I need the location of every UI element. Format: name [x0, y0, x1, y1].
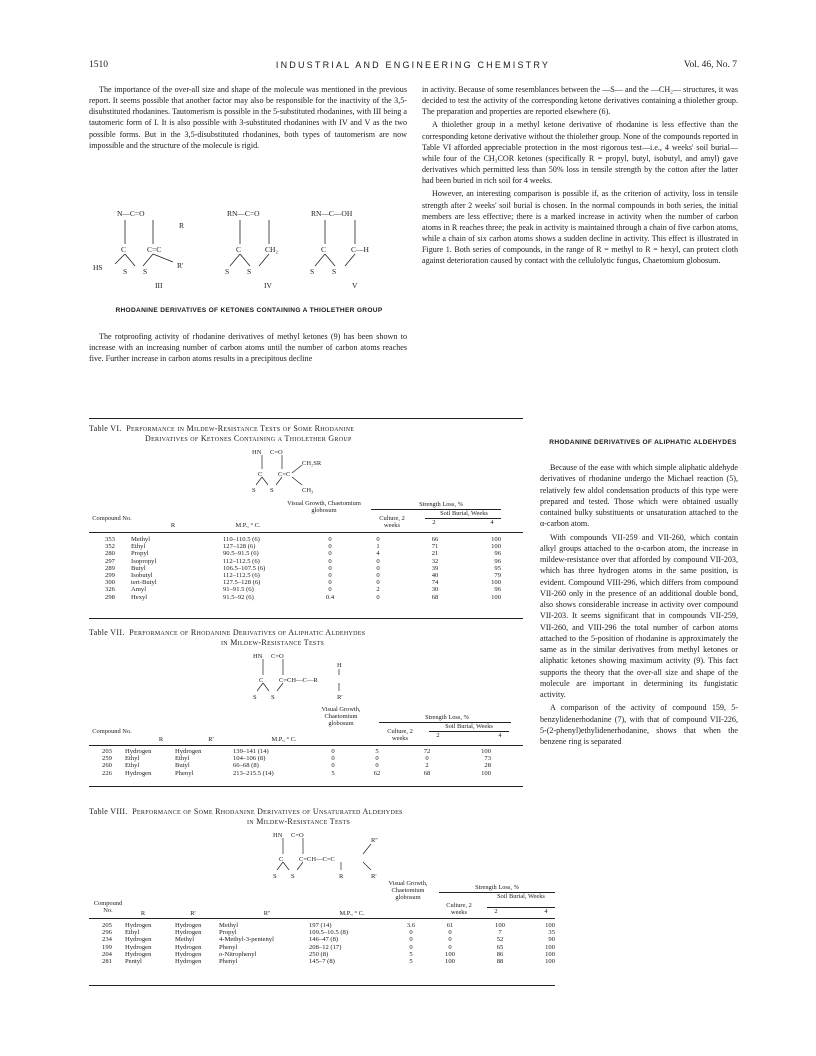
table6-cell: 4 — [376, 550, 380, 558]
table6-cell: 90.5–91.5 (6) — [223, 550, 259, 558]
table6-struct-ch3: CH₃ — [302, 487, 314, 494]
page-number: 1510 — [89, 60, 108, 70]
table7-cell: 68 — [423, 769, 431, 777]
svg-text:S: S — [310, 267, 315, 276]
table8-cell: Methyl — [175, 936, 195, 944]
table6-row — [89, 594, 501, 601]
table8-cell: 146–47 (8) — [309, 936, 339, 944]
svg-text:C: C — [321, 245, 327, 254]
table7-soil-header: Soil Burial, Weeks — [445, 723, 493, 730]
table7-struct-co: C=O — [271, 653, 284, 660]
table8-cell: Phenyl — [219, 943, 238, 951]
svg-text:RN—C=O: RN—C=O — [227, 209, 260, 218]
table8-cell: Hydrogen — [125, 936, 152, 944]
running-header — [89, 60, 737, 74]
table8-cell: 0 — [448, 943, 452, 951]
table8-cell: 5 — [409, 950, 413, 958]
table8-cell: 100 — [545, 958, 555, 966]
table8-rp-header: R' — [190, 910, 196, 917]
table7-cell: Butyl — [175, 762, 190, 770]
svg-text:S: S — [247, 267, 252, 276]
table8-strength-header: Strength Loss, % — [475, 884, 519, 891]
table8-label: Table VIII. — [89, 807, 128, 816]
table6-caption — [89, 424, 523, 444]
svg-text:S: S — [143, 267, 148, 276]
table6-cell: 91–91.5 (6) — [223, 586, 254, 594]
table6-cell: Hexyl — [131, 593, 148, 601]
table6-cell: 100 — [491, 579, 501, 587]
table6-cell: 71 — [431, 543, 439, 551]
table8-cell: Hydrogen — [175, 958, 202, 966]
table6-row — [89, 550, 501, 557]
table8-row — [89, 958, 555, 965]
table7-culture-header: Culture, 2 weeks — [387, 728, 413, 743]
table6-cell: 0 — [328, 557, 332, 565]
table6-cell: 95 — [494, 564, 501, 572]
svg-text:HS: HS — [93, 263, 103, 272]
table8-cell: Ethyl — [125, 929, 140, 937]
table7-cell: 5 — [375, 748, 379, 755]
svg-text:S: S — [332, 267, 337, 276]
table7-cell: 100 — [481, 748, 491, 755]
table6-r-header: R — [170, 522, 176, 529]
table8-struct-rpp: R'' — [371, 837, 378, 844]
table8-row — [89, 929, 555, 936]
svg-text:C: C — [121, 245, 127, 254]
table6-w4-header: 4 — [490, 519, 494, 526]
table8-cell: Hydrogen — [175, 943, 202, 951]
table6-cell: 21 — [431, 550, 439, 558]
paragraph: Because of the ease with which simple aliphatic aldehyde derivatives of rhodanine undergo the Michael reaction (5), relatively few aldol condensation products of this type were prepared and tested. Those which were obtained usually contained bulky substituents or unsaturation attached to the α-carbon atom. — [540, 463, 738, 529]
table6-struct-s2: S — [270, 487, 274, 494]
table8-cell: 88 — [496, 958, 504, 966]
table8-cell: Hydrogen — [125, 922, 152, 929]
svg-text:CH₂: CH₂ — [265, 245, 279, 254]
table7-cell: 0 — [425, 755, 429, 763]
table8-cell: 3.6 — [406, 922, 416, 929]
table7-cell: 0 — [375, 762, 379, 770]
table7-row — [89, 755, 491, 762]
table8-cell: 281 — [102, 958, 112, 966]
table6-cell: 127.5–128 (6) — [223, 579, 261, 587]
table8-struct-s1: S — [273, 873, 277, 880]
table6-cell: 39 — [431, 564, 439, 572]
table7-cell: 72 — [423, 748, 431, 755]
table8-cell: Hydrogen — [175, 929, 202, 937]
table6-title-line2: Derivatives of Ketones Containing a Thiolether Group — [145, 434, 352, 443]
table6-cell: 100 — [491, 593, 501, 601]
table6-cell: 298 — [105, 593, 115, 601]
table6-cell: 0 — [376, 593, 380, 601]
table6-soil-header: Soil Burial, Weeks — [440, 510, 488, 517]
table7-cell: Phenyl — [175, 769, 194, 777]
table7-struct-c: C — [259, 677, 264, 684]
table6-cell: Ethyl — [131, 543, 146, 551]
table7-row — [89, 748, 491, 755]
table8-cell: 208–12 (17) — [309, 943, 342, 951]
table8-struct-hn: HN — [273, 832, 283, 839]
table6-row — [89, 558, 501, 565]
table7-bottom-rule — [89, 786, 523, 787]
table8-cell: 100 — [445, 958, 455, 966]
table6-row — [89, 536, 501, 543]
table7-cell: 259 — [102, 755, 112, 763]
table7-cell: 62 — [373, 769, 381, 777]
table6-cell: Butyl — [131, 564, 146, 572]
table8-visual-header: Visual Growth, Chaetomium globosum — [388, 880, 428, 902]
table6-cell: 0 — [376, 536, 380, 543]
table6-cell: 0 — [376, 572, 380, 580]
svg-text:S: S — [225, 267, 230, 276]
paragraph: With compounds VII-259 and VII-260, which contain alkyl groups attached to the α-carbon atom, the increase in mildew-resistance over that afforded by compound VII-203, which has three hydrogen atoms in the same position, is evident. Compound VIII-296, which differs from compound VII-260 only in the presence of an additional double bond, also shows considerable increase in activity over compound VII-203. It seems significant that in compounds VII-259, VII-260, and VIII-296 the total number of carbon atoms attached to the 5-position of rhodanine is approximately the same as in the similar derivatives from methyl ketones or aliphatic ketones showing maximum activity (9). This fact supports the theory that the over-all size and shape of the molecule are important in determining its fungistatic activity. — [540, 532, 738, 699]
table7-w4-header: 4 — [498, 732, 502, 739]
table7-cell: 203 — [102, 748, 112, 755]
table6-cell: 74 — [431, 579, 439, 587]
table8-struct-r: R — [339, 873, 344, 880]
table7-row — [89, 762, 491, 769]
table8-cell: Hydrogen — [175, 922, 202, 929]
paragraph: The importance of the over-all size and shape of the molecule was mentioned in the previous report. It seems possible that another factor may also be responsible for the inactivity of the 3,5-disubstituted rhodanines. Tautomerism is possible in the 5-substituted rhodanines, with III being a tautomeric form of I. It is also possible with 3-substituted rhodanines with IV and V as the two possible forms. But in the 3,5-disubstituted rhodanines, both types of tautomerism are now impossible and the structure of the molecule is rigid. — [89, 85, 407, 150]
table6-row — [89, 543, 501, 550]
table7-cell: 0 — [331, 755, 335, 763]
table7-w2-header: 2 — [436, 732, 440, 739]
table7-cell: Ethyl — [175, 755, 190, 763]
table7-cell: 28 — [484, 762, 491, 770]
table8-row — [89, 944, 555, 951]
table8-r-header: R — [140, 910, 146, 917]
table7-struct-rp: R' — [337, 694, 343, 701]
svg-text:V: V — [352, 281, 358, 290]
table8-cell: 0 — [409, 929, 413, 937]
table7-visual-header: Visual Growth, Chaetomium globosum — [321, 706, 361, 728]
table8-row — [89, 922, 555, 929]
table8-cell: 197 (14) — [309, 922, 332, 929]
svg-text:III: III — [155, 281, 163, 290]
table6-cell: 100 — [491, 536, 501, 543]
table6-cell: 299 — [105, 572, 115, 580]
table7-cell: 2 — [425, 762, 429, 770]
table6-cell: 112–112.5 (6) — [223, 557, 260, 565]
table7-cell: 226 — [102, 769, 112, 777]
table8-soil-header: Soil Burial, Weeks — [497, 893, 545, 900]
table6-cell: 0 — [376, 557, 380, 565]
table7-cell: Hydrogen — [175, 748, 202, 755]
table6-compound-header: Compound No. — [92, 515, 132, 522]
table7-label: Table VII. — [89, 628, 125, 637]
volume-issue: Vol. 46, No. 7 — [683, 60, 737, 70]
table6-row — [89, 579, 501, 586]
table6-cell: 96 — [494, 550, 501, 558]
table6-cell: 40 — [431, 572, 439, 580]
table7-body — [89, 748, 491, 777]
svg-text:IV: IV — [264, 281, 272, 290]
table6-cell: 91.5–92 (6) — [223, 593, 254, 601]
table6-cell: 0 — [328, 579, 332, 587]
table8-cell: Propyl — [219, 929, 237, 937]
table6-cell: Isopropyl — [131, 557, 157, 565]
table7-struct-s1: S — [253, 694, 257, 701]
table6-cell: 0 — [376, 564, 380, 572]
right-column-aliphatic — [540, 462, 738, 749]
table8-title-line2: in Mildew-Resistance Tests — [247, 817, 351, 826]
table6-cell: 112–112.5 (6) — [223, 572, 260, 580]
table6-cell: 1 — [376, 543, 380, 551]
table7-cell: 0 — [331, 762, 335, 770]
table6-cell: 0.4 — [325, 593, 335, 601]
table6-bottom-rule — [89, 618, 523, 619]
table6-body — [89, 536, 501, 601]
section-title-aliphatic: RHODANINE DERIVATIVES OF ALIPHATIC ALDEHYDES — [549, 439, 737, 446]
table8-cell: 250 (8) — [309, 950, 329, 958]
table6-cell: tert-Butyl — [131, 579, 157, 587]
table6-cell: 0 — [328, 550, 332, 558]
section-title-ketones: RHODANINE DERIVATIVES OF KETONES CONTAINING A THIOLETHER GROUP — [115, 307, 383, 314]
table7-cell: Ethyl — [125, 762, 140, 770]
table8-cell: 90 — [548, 936, 555, 944]
table7-structure — [245, 651, 375, 707]
table6-structure — [244, 447, 354, 497]
table6-visual-header: Visual Growth, Chaetomium globosum — [287, 500, 361, 515]
table6-cell: Amyl — [131, 586, 147, 594]
table7-cell: 104–106 (8) — [233, 755, 266, 763]
table6-cell: 96 — [494, 586, 501, 594]
table6-cell: 96 — [494, 557, 501, 565]
table8-cell: 204 — [102, 950, 112, 958]
table8-cell: 296 — [102, 929, 112, 937]
table7-rp-header: R' — [208, 736, 214, 743]
table8-cell: 100 — [545, 950, 555, 958]
table7-cell: Hydrogen — [125, 748, 152, 755]
table6-cell: Methyl — [131, 536, 151, 543]
table7-cell: 66–68 (8) — [233, 762, 259, 770]
table8-culture-header: Culture, 2 weeks — [446, 902, 472, 917]
table6-strength-header: Strength Loss, % — [419, 501, 463, 508]
table7-strength-header: Strength Loss, % — [425, 714, 469, 721]
table8-cell: 145–7 (8) — [309, 958, 335, 966]
paragraph: A thiolether group in a methyl ketone derivative of rhodanine is less effective than the corresponding ketone derivative without the thiolether group. None of the compounds reported in Table VI afforded appreciable protection in the most rigorous test—i.e., 4 weeks' soil burial—while four of the CH₃COR ketones (specifically R = propyl, butyl, isobutyl, and amyl) gave derivatives which permitted less than 50% loss in tensile strength by the cotton after the latter had been buried in rich soil for 4 weeks. — [422, 120, 738, 186]
right-column-thiolether — [422, 84, 738, 269]
svg-text:C—H: C—H — [351, 245, 369, 254]
table8-rpp-header: R'' — [263, 910, 271, 917]
table6-cell: 0 — [328, 543, 332, 551]
table6-cell: 0 — [328, 586, 332, 594]
table6-struct-co: C=O — [270, 449, 283, 456]
paragraph: A comparison of the activity of compound 159, 5-benzylidenerhodanine (7), with that of compound VII-226, 5-(2-phenyl)ethylidenerhodanine, shows that when the benzene ring is separated — [540, 703, 738, 746]
table6-w2-header: 2 — [432, 519, 436, 526]
table6-cell: 0 — [376, 579, 380, 587]
table6-cell: 32 — [431, 557, 439, 565]
table6-cell: Isobutyl — [131, 572, 153, 580]
table6-cell: 30 — [431, 586, 439, 594]
table8-cell: 199 — [102, 943, 112, 951]
table8-cell: 100 — [545, 922, 555, 929]
table7-struct-chain: C=CH—C—R — [279, 677, 318, 684]
table6-cell: Propyl — [131, 550, 149, 558]
table6-cell: 100 — [491, 543, 501, 551]
table8-struct-s2: S — [291, 873, 295, 880]
journal-title: INDUSTRIAL AND ENGINEERING CHEMISTRY — [275, 60, 551, 70]
table6-cell: 0 — [328, 564, 332, 572]
table8-bottom-rule — [89, 985, 555, 986]
table6-culture-header: Culture, 2 weeks — [379, 515, 405, 530]
table7-cell: 5 — [331, 769, 335, 777]
table8-cell: 4-Methyl-3-pentenyl — [219, 936, 274, 944]
paragraph: However, an interesting comparison is possible if, as the criterion of activity, loss in tensile strength after 2 weeks' soil burial is chosen. In the normal compounds in both series, the initial members are less effective; there is a marked increase in activity when the number of carbon atoms in R reaches three; the peak in activity is maintained through a chain of five carbon atoms, while a chain of six carbon atoms shows a sudden decline in activity. This effect is illustrated in Figure 1. Both series of compounds, in the range of R = methyl to R = hexyl, can protect cloth against deterioration caused by contact with the cellulolytic fungus, Chaetomium globosum. — [422, 189, 738, 266]
table6-row — [89, 572, 501, 579]
svg-text:R': R' — [177, 261, 184, 270]
table8-cell: 0 — [409, 936, 413, 944]
table-top-rule — [89, 418, 523, 419]
table8-cell: Hydrogen — [175, 950, 202, 958]
table7-struct-s2: S — [271, 694, 275, 701]
table8-cell: Methyl — [219, 922, 239, 929]
paragraph: The rotproofing activity of rhodanine derivatives of methyl ketones (9) has been shown to increase with an increasing number of carbon atoms until the number of carbon atoms reaches five. Further increase in carbon atoms results in a precipitous decline — [89, 332, 407, 364]
table6-cell: 0 — [328, 572, 332, 580]
table8-cell: 0 — [409, 943, 413, 951]
left-column-rotproofing — [89, 331, 407, 366]
table8-row — [89, 951, 555, 958]
svg-text:S: S — [123, 267, 128, 276]
table6-cell: 280 — [105, 550, 115, 558]
table7-cell: 139–141 (14) — [233, 748, 269, 755]
table7-title-line2: in Mildew-Resistance Tests — [221, 638, 325, 647]
table8-cell: 205 — [102, 922, 112, 929]
table8-title-line1: Performance of Some Rhodanine Derivatives of Unsaturated Aldehydes — [132, 807, 403, 816]
table6-struct-s1: S — [252, 487, 256, 494]
table8-cell: 100 — [495, 922, 505, 929]
table7-struct-hn: HN — [253, 653, 263, 660]
table6-cell: 127–128 (6) — [223, 543, 256, 551]
table6-cell: 2 — [376, 586, 380, 594]
svg-text:C: C — [236, 245, 242, 254]
table6-cell: 353 — [105, 536, 115, 543]
table8-cell: Hydrogen — [125, 950, 152, 958]
table6-struct-cc: C=C — [278, 471, 291, 478]
left-column-intro — [89, 84, 407, 153]
table8-cell: 7 — [498, 929, 502, 937]
table8-cell: 35 — [548, 929, 555, 937]
table6-cell: 300 — [105, 579, 115, 587]
table8-cell: Hydrogen — [125, 943, 152, 951]
table8-cell: o-Nitrophenyl — [219, 950, 257, 958]
tautomer-structures — [89, 202, 407, 294]
table7-caption — [89, 628, 523, 648]
table7-struct-h: H — [337, 662, 342, 669]
table6-cell: 79 — [494, 572, 501, 580]
table8-cell: 234 — [102, 936, 112, 944]
svg-text:RN—C—OH: RN—C—OH — [311, 209, 353, 218]
table8-cell: 61 — [446, 922, 454, 929]
table8-cell: 52 — [496, 936, 504, 944]
table7-cell: 260 — [102, 762, 112, 770]
table6-label: Table VI. — [89, 424, 122, 433]
table8-compound-header: Compound No. — [93, 900, 123, 915]
table8-structure — [265, 830, 395, 886]
table8-struct-co: C=O — [291, 832, 304, 839]
table8-cell: 0 — [448, 929, 452, 937]
table7-cell: 0 — [331, 748, 335, 755]
table8-cell: 65 — [496, 943, 504, 951]
table8-row — [89, 936, 555, 943]
table6-cell: 106.5–107.5 (6) — [223, 564, 266, 572]
table8-struct-chain: C=CH—C=C — [299, 856, 335, 863]
svg-text:N—C=O: N—C=O — [117, 209, 145, 218]
table6-cell: 352 — [105, 543, 115, 551]
table8-cell: 86 — [496, 950, 504, 958]
table8-cell: 100 — [445, 950, 455, 958]
table6-cell: 297 — [105, 557, 115, 565]
table6-row — [89, 586, 501, 593]
table6-struct-ch2sr: CH₂SR — [302, 460, 322, 467]
table8-cell: 5 — [409, 958, 413, 966]
table7-cell: 0 — [375, 755, 379, 763]
table6-cell: 0 — [328, 536, 332, 543]
table8-body — [89, 922, 555, 965]
table6-cell: 110–110.5 (6) — [223, 536, 260, 543]
table7-cell: 213–215.5 (14) — [233, 769, 274, 777]
table7-r-header: R — [158, 736, 164, 743]
table6-cell: 68 — [431, 593, 439, 601]
table7-row — [89, 770, 491, 777]
table7-cell: 73 — [484, 755, 491, 763]
table8-w4-header: 4 — [544, 908, 548, 915]
table6-cell: 326 — [105, 586, 115, 594]
table7-title-line1: Performance of Rhodanine Derivatives of Aliphatic Aldehydes — [129, 628, 366, 637]
table8-struct-c: C — [279, 856, 284, 863]
table6-title-line1: Performance in Mildew-Resistance Tests of Some Rhodanine — [126, 424, 355, 433]
table6-struct-hn: HN — [252, 449, 262, 456]
table7-cell: Hydrogen — [125, 769, 152, 777]
table8-mp-header: M.P., ° C. — [339, 910, 365, 917]
table8-struct-rp: R' — [371, 873, 377, 880]
table6-struct-c: C — [258, 471, 263, 478]
svg-text:R: R — [179, 221, 185, 230]
table8-caption — [89, 807, 559, 827]
table7-compound-header: Compound No. — [92, 728, 132, 735]
table6-cell: 66 — [431, 536, 439, 543]
table6-cell: 289 — [105, 564, 115, 572]
table8-cell: 0 — [448, 936, 452, 944]
table8-cell: 100 — [545, 943, 555, 951]
table8-w2-header: 2 — [494, 908, 498, 915]
paragraph: in activity. Because of some resemblances between the —S— and the —CH₂— structures, it was decided to test the activity of the corresponding ketone derivatives containing a thiolether group. The preparation and properties are reported elsewhere (6). — [422, 85, 738, 117]
table7-mp-header: M.P., ° C. — [271, 736, 297, 743]
table8-cell: 109.5–10.5 (8) — [309, 929, 349, 937]
table6-mp-header: M.P., ° C. — [235, 522, 261, 529]
table6-row — [89, 565, 501, 572]
table8-cell: Phenyl — [219, 958, 238, 966]
table8-cell: Pentyl — [125, 958, 142, 966]
table7-cell: Ethyl — [125, 755, 140, 763]
table7-cell: 100 — [481, 769, 491, 777]
svg-text:C=C: C=C — [147, 245, 162, 254]
